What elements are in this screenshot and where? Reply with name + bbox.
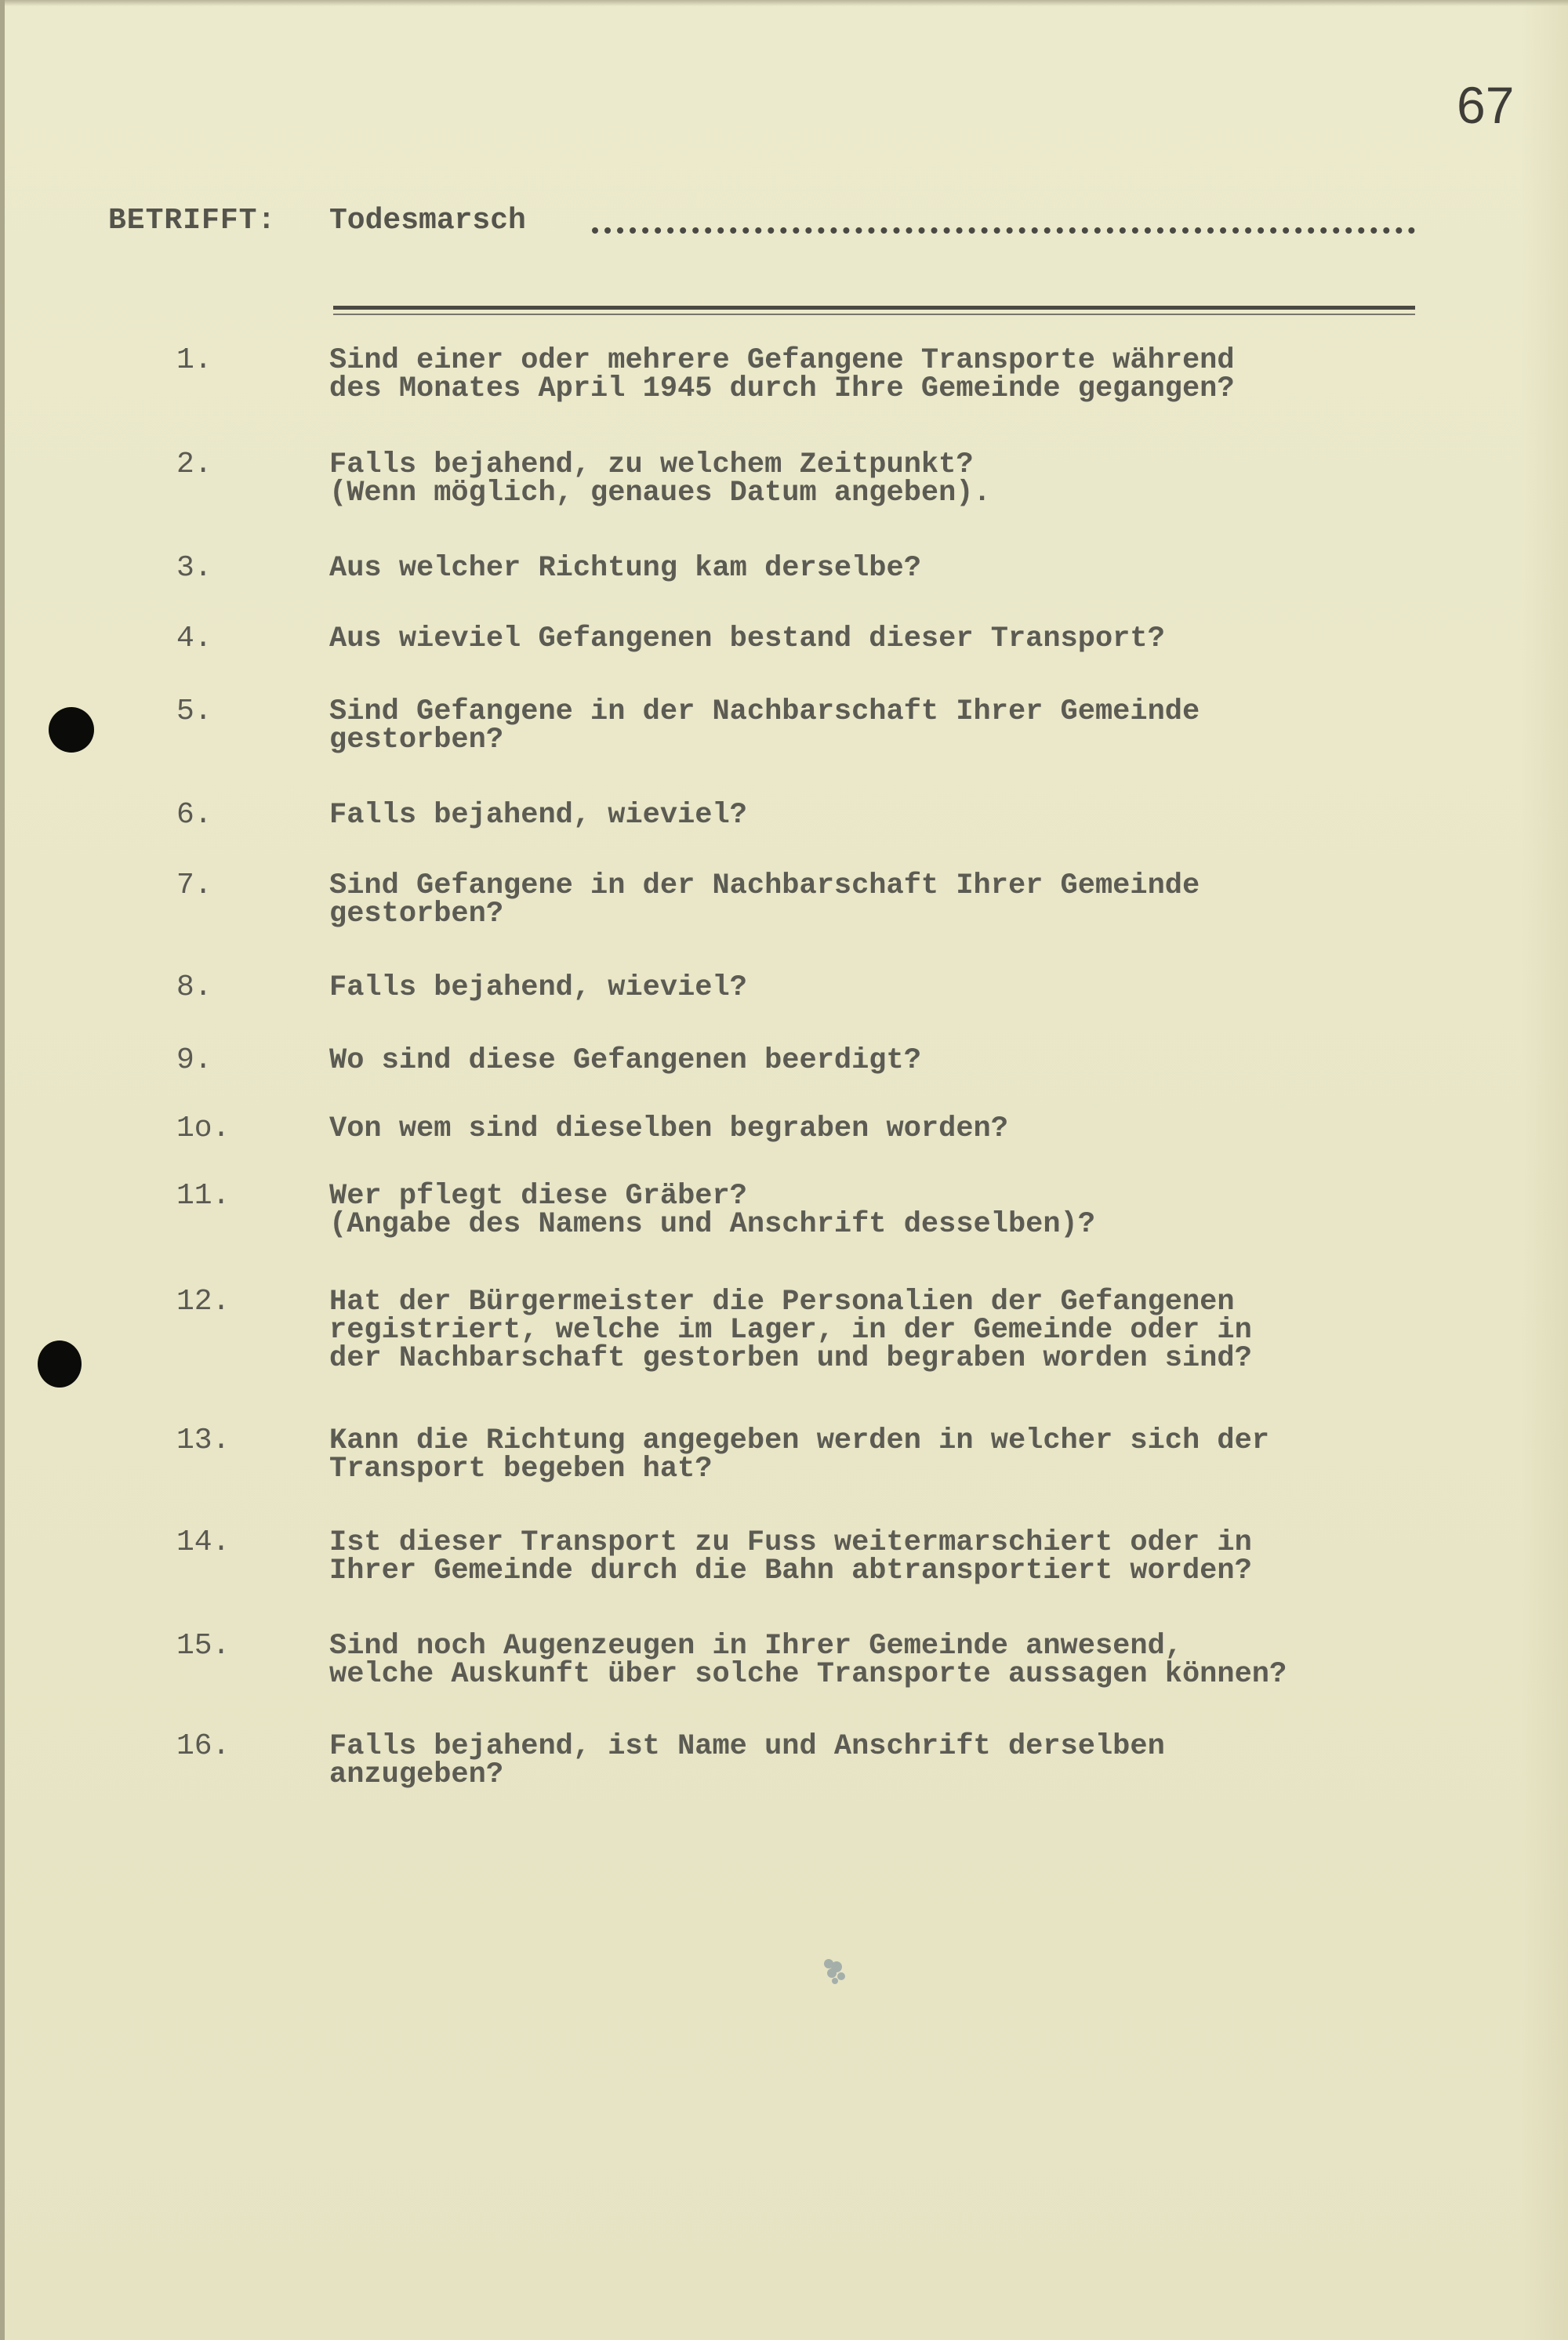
question-number: 1. bbox=[176, 343, 212, 377]
dot-leader bbox=[592, 227, 1415, 234]
question-line: Falls bejahend, wieviel? bbox=[329, 971, 747, 1004]
question-text bbox=[329, 869, 1443, 931]
question-number: 9. bbox=[176, 1043, 212, 1077]
question-text bbox=[329, 1112, 1443, 1145]
question-line: Sind einer oder mehrere Gefangene Transporte während bbox=[329, 344, 1235, 377]
question-line: Hat der Bürgermeister die Personalien der Gefangenen bbox=[329, 1286, 1235, 1319]
divider-rule bbox=[333, 306, 1415, 310]
question-line: gestorben? bbox=[329, 724, 504, 756]
question-text bbox=[329, 1288, 1443, 1373]
paper-top-edge bbox=[0, 0, 1568, 6]
question-line: Wer pflegt diese Gräber? bbox=[329, 1180, 747, 1213]
question-line: welche Auskunft über solche Transporte aussagen können? bbox=[329, 1658, 1287, 1691]
question-line: Sind noch Augenzeugen in Ihrer Gemeinde anwesend, bbox=[329, 1630, 1182, 1663]
question-number: 7. bbox=[176, 869, 212, 902]
question-text bbox=[329, 799, 1443, 832]
punch-hole-icon bbox=[38, 1341, 82, 1388]
question-text bbox=[329, 552, 1443, 585]
question-line: Aus welcher Richtung kam derselbe? bbox=[329, 552, 921, 585]
question-line: Falls bejahend, wieviel? bbox=[329, 799, 747, 832]
question-number: 2. bbox=[176, 448, 212, 481]
question-line: (Angabe des Namens und Anschrift desselben)? bbox=[329, 1208, 1095, 1241]
question-text bbox=[329, 1526, 1443, 1587]
ink-smudge-icon bbox=[811, 1948, 858, 1995]
question-line: anzugeben? bbox=[329, 1758, 504, 1791]
question-line: Sind Gefangene in der Nachbarschaft Ihrer Gemeinde bbox=[329, 869, 1200, 902]
question-number: 4. bbox=[176, 622, 212, 655]
question-number: 13. bbox=[176, 1424, 230, 1457]
question-number: 15. bbox=[176, 1629, 230, 1663]
question-line: Falls bejahend, zu welchem Zeitpunkt? bbox=[329, 448, 974, 481]
question-text bbox=[329, 1632, 1443, 1689]
question-line: Ihrer Gemeinde durch die Bahn abtransportiert worden? bbox=[329, 1555, 1252, 1587]
question-line: Falls bejahend, ist Name und Anschrift derselben bbox=[329, 1730, 1165, 1763]
question-line: Sind Gefangene in der Nachbarschaft Ihrer Gemeinde bbox=[329, 695, 1200, 728]
question-text bbox=[329, 622, 1443, 655]
question-text bbox=[329, 695, 1443, 756]
question-line: Wo sind diese Gefangenen beerdigt? bbox=[329, 1044, 921, 1077]
question-number: 5. bbox=[176, 695, 212, 728]
question-number: 8. bbox=[176, 970, 212, 1004]
question-text bbox=[329, 1044, 1443, 1077]
subject-value: Todesmarsch bbox=[329, 204, 526, 238]
question-line: registriert, welche im Lager, in der Gemeinde oder in bbox=[329, 1314, 1252, 1347]
question-text bbox=[329, 971, 1443, 1004]
question-line: des Monates April 1945 durch Ihre Gemeinde gegangen? bbox=[329, 372, 1235, 405]
question-number: 12. bbox=[176, 1285, 230, 1319]
page-number: 67 bbox=[1457, 76, 1515, 134]
paper-left-edge bbox=[0, 0, 5, 2340]
question-text bbox=[329, 1182, 1443, 1239]
question-line: Transport begeben hat? bbox=[329, 1453, 713, 1486]
question-text bbox=[329, 1424, 1443, 1486]
question-number: 3. bbox=[176, 551, 212, 585]
question-number: 1o. bbox=[176, 1112, 230, 1145]
divider-rule-thin bbox=[333, 314, 1415, 315]
question-number: 11. bbox=[176, 1179, 230, 1213]
punch-hole-icon bbox=[49, 707, 94, 753]
question-text bbox=[329, 346, 1443, 403]
question-number: 16. bbox=[176, 1729, 230, 1763]
question-line: der Nachbarschaft gestorben und begraben worden sind? bbox=[329, 1342, 1252, 1375]
question-text bbox=[329, 1732, 1443, 1789]
question-text bbox=[329, 448, 1443, 510]
question-line: (Wenn möglich, genaues Datum angeben). bbox=[329, 477, 991, 510]
question-number: 6. bbox=[176, 798, 212, 832]
question-line: Kann die Richtung angegeben werden in welcher sich der bbox=[329, 1424, 1269, 1457]
subject-label: BETRIFFT: bbox=[108, 204, 277, 238]
question-line: Von wem sind dieselben begraben worden? bbox=[329, 1112, 1008, 1145]
question-number: 14. bbox=[176, 1526, 230, 1559]
question-line: gestorben? bbox=[329, 898, 504, 931]
question-line: Ist dieser Transport zu Fuss weitermarschiert oder in bbox=[329, 1526, 1252, 1559]
question-line: Aus wieviel Gefangenen bestand dieser Transport? bbox=[329, 622, 1165, 655]
